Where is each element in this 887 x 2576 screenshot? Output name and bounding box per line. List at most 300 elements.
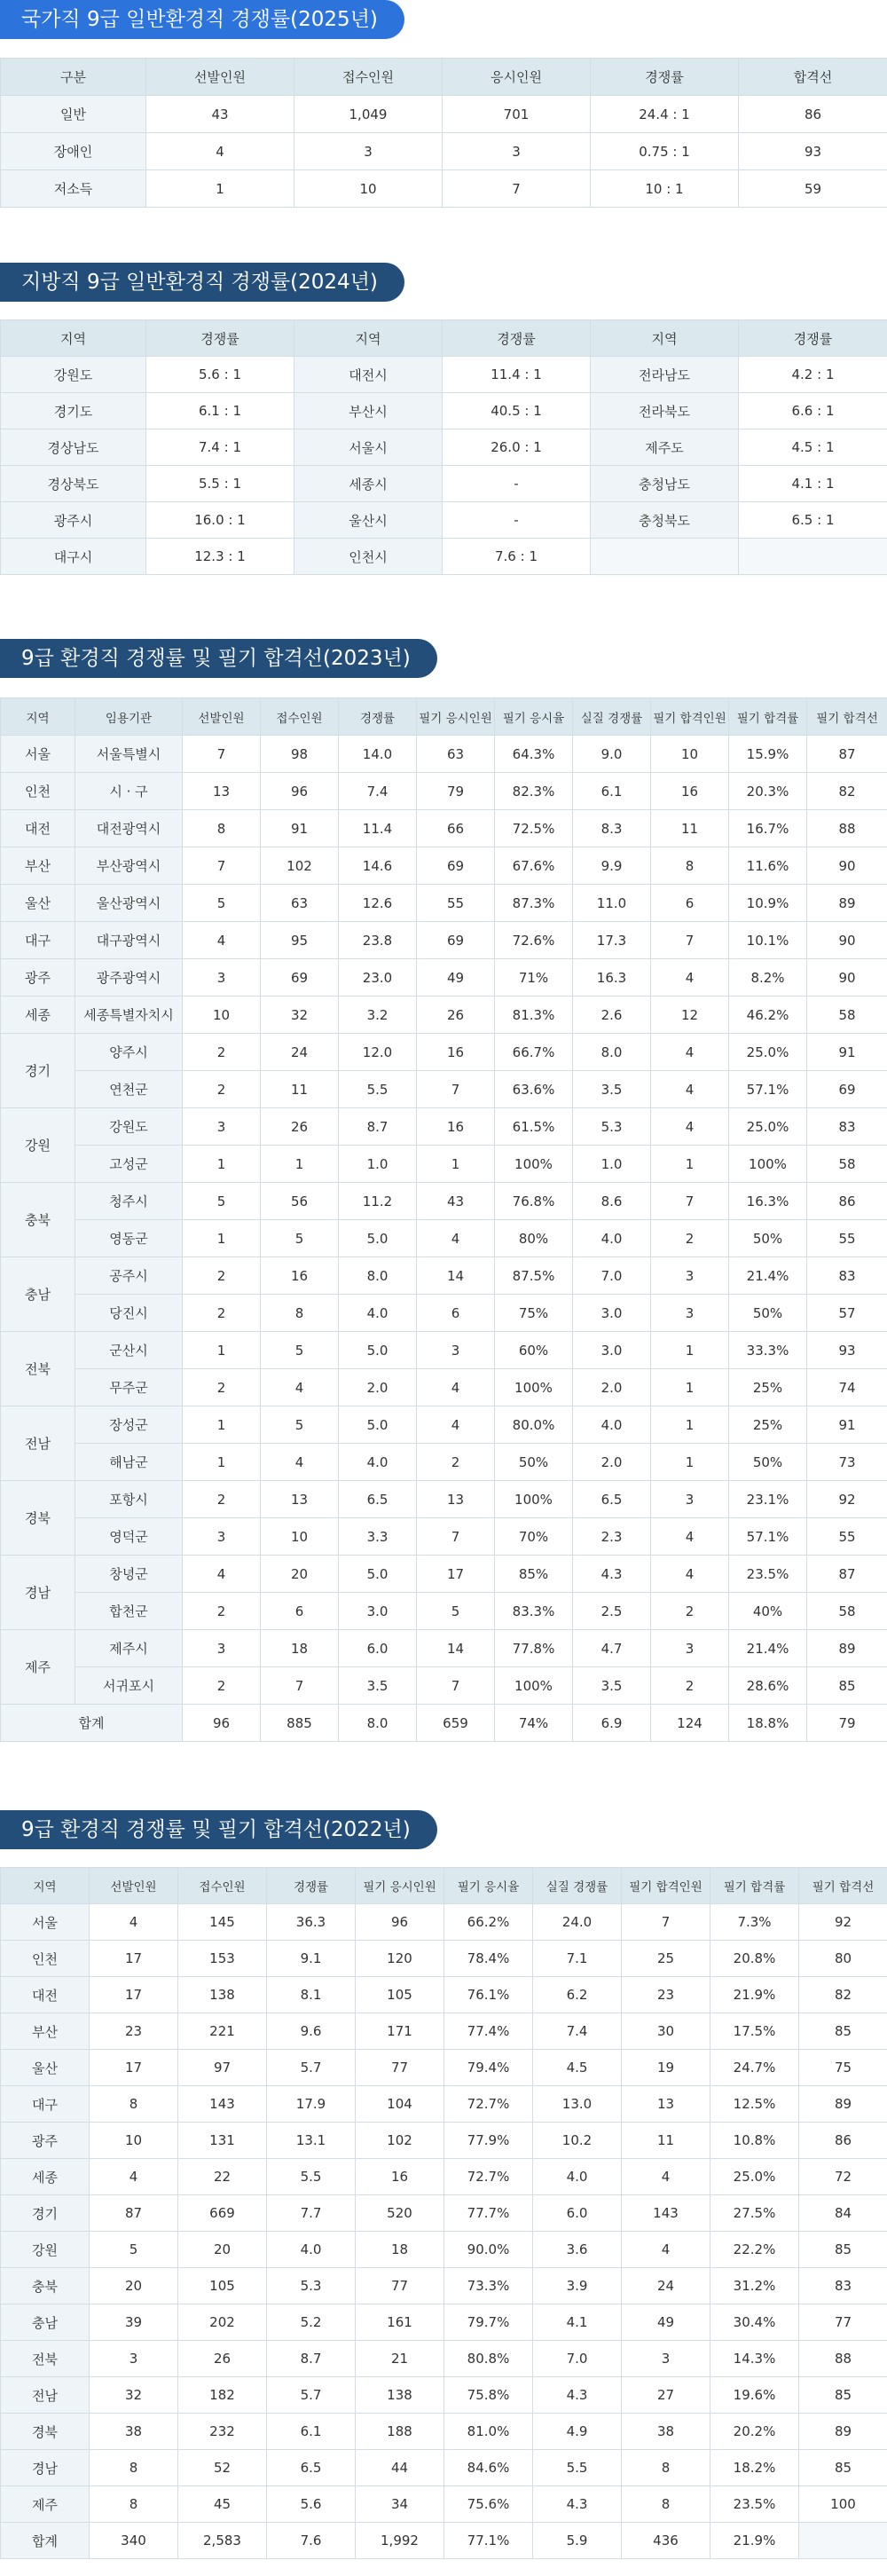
table-cell: 90	[807, 959, 887, 997]
table-cell: 92	[799, 1904, 887, 1941]
table-cell: 11	[261, 1071, 339, 1108]
table-cell: 100%	[495, 1481, 573, 1518]
region-cell: 세종	[1, 997, 75, 1034]
table-cell: 2	[183, 1667, 261, 1705]
table-cell: 세종시	[294, 466, 443, 502]
table-cell: 520	[356, 2195, 444, 2232]
column-header: 합격선	[739, 59, 887, 96]
table-cell: 24.4 : 1	[591, 96, 739, 133]
table-cell: 8	[90, 2450, 178, 2486]
table-cell: 10 : 1	[591, 170, 739, 208]
table-row	[1, 1146, 887, 1183]
table-cell: 80.8%	[444, 2341, 533, 2377]
table-cell: 3.0	[339, 1593, 417, 1630]
table-cell: 3	[90, 2341, 178, 2377]
table-cell: 경상남도	[1, 429, 146, 466]
table-cell: 5	[261, 1220, 339, 1257]
table-cell: 67.6%	[495, 847, 573, 885]
table-cell: 182	[178, 2377, 267, 2414]
table-cell: 25%	[729, 1369, 807, 1406]
table-cell: 11.4	[339, 810, 417, 847]
table-cell: 전라북도	[591, 393, 739, 429]
table-cell: 659	[417, 1705, 495, 1742]
column-header: 실질 경쟁률	[533, 1868, 622, 1904]
table-cell: 20	[178, 2232, 267, 2268]
table-cell: 충남	[1, 2304, 90, 2341]
table-cell: 72.7%	[444, 2159, 533, 2195]
table-cell: -	[443, 502, 591, 539]
table-cell: 대구시	[1, 539, 146, 575]
table-cell: 7.4 : 1	[146, 429, 294, 466]
column-header: 필기 응시인원	[356, 1868, 444, 1904]
table-cell: 26	[417, 997, 495, 1034]
table-cell: 17	[90, 1977, 178, 2013]
column-header: 필기 응시율	[495, 698, 573, 736]
table-cell: 강원도	[75, 1108, 183, 1146]
table-row	[1, 1977, 887, 2013]
table-cell: 23.5%	[729, 1556, 807, 1593]
table-cell: 74%	[495, 1705, 573, 1742]
table-cell: 경북	[1, 2414, 90, 2450]
table-cell: 82	[799, 1977, 887, 2013]
table-cell: 6.1 : 1	[146, 393, 294, 429]
table-cell: 5	[183, 1183, 261, 1220]
table-cell: 1	[651, 1146, 729, 1183]
table-cell: 79.4%	[444, 2050, 533, 2086]
table-cell: 90	[807, 847, 887, 885]
table-cell: 43	[417, 1183, 495, 1220]
table-cell: 3	[622, 2341, 710, 2377]
table-cell: 8.0	[339, 1705, 417, 1742]
table-cell: 전라남도	[591, 357, 739, 393]
table-cell: 96	[183, 1705, 261, 1742]
table-cell: 16	[356, 2159, 444, 2195]
table-cell: 4.2 : 1	[739, 357, 887, 393]
region-cell: 강원	[1, 1108, 75, 1183]
column-header: 지역	[1, 320, 146, 357]
table-cell: 청주시	[75, 1183, 183, 1220]
table-cell: 2	[183, 1369, 261, 1406]
table-row	[1, 170, 887, 208]
table-cell: 고성군	[75, 1146, 183, 1183]
table-cell: 4	[183, 922, 261, 959]
table-cell: 93	[807, 1332, 887, 1369]
table-cell: 38	[90, 2414, 178, 2450]
table-cell: 82.3%	[495, 773, 573, 810]
table-cell: 1,049	[294, 96, 443, 133]
table-cell: 18.8%	[729, 1705, 807, 1742]
table-row	[1, 1904, 887, 1941]
table-cell: 10	[183, 997, 261, 1034]
table-cell: 13.1	[267, 2123, 356, 2159]
table-cell: 83	[807, 1108, 887, 1146]
table-cell: 당진시	[75, 1295, 183, 1332]
table-cell: 영동군	[75, 1220, 183, 1257]
table-cell: 대전광역시	[75, 810, 183, 847]
table-cell: 4	[90, 1904, 178, 1941]
table-row	[1, 1667, 887, 1705]
table-row	[1, 429, 887, 466]
table-cell	[739, 539, 887, 575]
table-cell: 4	[183, 1556, 261, 1593]
table-cell: 131	[178, 2123, 267, 2159]
table-cell: 4.0	[573, 1220, 651, 1257]
table-cell: 2	[651, 1220, 729, 1257]
table-cell: 부산시	[294, 393, 443, 429]
table-cell: 17	[90, 1941, 178, 1977]
table-cell: 71%	[495, 959, 573, 997]
table-cell: 72	[799, 2159, 887, 2195]
table-cell: 120	[356, 1941, 444, 1977]
table-cell: 75%	[495, 1295, 573, 1332]
table-cell: 79	[807, 1705, 887, 1742]
table-cell: 일반	[1, 96, 146, 133]
table-cell: 7	[417, 1667, 495, 1705]
table-cell: 49	[622, 2304, 710, 2341]
table-cell: 4	[417, 1220, 495, 1257]
table-cell: 12.3 : 1	[146, 539, 294, 575]
table-cell: 6.1	[573, 773, 651, 810]
table-cell: 5.5	[267, 2159, 356, 2195]
table-cell: 3	[183, 1518, 261, 1556]
table-cell: 17	[417, 1556, 495, 1593]
table-cell: 8	[90, 2486, 178, 2523]
table-cell: 17.3	[573, 922, 651, 959]
table-cell: 대전시	[294, 357, 443, 393]
table-cell: 6.6 : 1	[739, 393, 887, 429]
table-cell: 8.0	[573, 1034, 651, 1071]
table-cell: 광주광역시	[75, 959, 183, 997]
table-cell: 52	[178, 2450, 267, 2486]
table-cell: 8.2%	[729, 959, 807, 997]
table-cell: 8.1	[267, 1977, 356, 2013]
table-cell: 16.0 : 1	[146, 502, 294, 539]
table-cell: 16	[417, 1034, 495, 1071]
region-cell: 대전	[1, 810, 75, 847]
table-cell: 17.5%	[710, 2013, 799, 2050]
table-cell: 72.7%	[444, 2086, 533, 2123]
table-row	[1, 2123, 887, 2159]
table-cell: 6.0	[533, 2195, 622, 2232]
table-row	[1, 1369, 887, 1406]
table-cell: 87.5%	[495, 1257, 573, 1295]
table-cell: 23.8	[339, 922, 417, 959]
table-cell: 3.3	[339, 1518, 417, 1556]
table-2022	[0, 1867, 887, 2559]
table-cell: 4.1	[533, 2304, 622, 2341]
table-row	[1, 1332, 887, 1369]
table-cell: 7.4	[339, 773, 417, 810]
table-cell: 전북	[1, 2341, 90, 2377]
table-cell: 143	[178, 2086, 267, 2123]
table-cell: 60%	[495, 1332, 573, 1369]
table-cell: 80%	[495, 1220, 573, 1257]
table-cell: 5	[417, 1593, 495, 1630]
table-cell: 66	[417, 810, 495, 847]
table-cell: 32	[261, 997, 339, 1034]
table-cell: 3	[651, 1257, 729, 1295]
table-cell: 85	[799, 2013, 887, 2050]
table-cell: 6.9	[573, 1705, 651, 1742]
table-cell: 4	[651, 1108, 729, 1146]
table-cell: 1,992	[356, 2523, 444, 2559]
table-cell: 1	[146, 170, 294, 208]
table-cell: 12.6	[339, 885, 417, 922]
table-cell: 49	[417, 959, 495, 997]
table-cell: 5	[183, 885, 261, 922]
table-cell: 91	[807, 1406, 887, 1444]
table-cell: 56	[261, 1183, 339, 1220]
table-cell: 78.4%	[444, 1941, 533, 1977]
table-cell: 장성군	[75, 1406, 183, 1444]
table-cell: 24.0	[533, 1904, 622, 1941]
table-cell: 85	[807, 1667, 887, 1705]
table-cell: 16	[261, 1257, 339, 1295]
table-local-2024	[0, 319, 887, 575]
region-cell: 광주	[1, 959, 75, 997]
table-cell: 광주시	[1, 502, 146, 539]
table-cell: 83	[807, 1257, 887, 1295]
table-header-row	[1, 320, 887, 357]
table-row	[1, 1941, 887, 1977]
table-cell: 89	[799, 2414, 887, 2450]
table-cell: 저소득	[1, 170, 146, 208]
table-cell: 10.1%	[729, 922, 807, 959]
table-cell: 28.6%	[729, 1667, 807, 1705]
table-cell: 서귀포시	[75, 1667, 183, 1705]
table-cell: 4.5 : 1	[739, 429, 887, 466]
table-cell: 11.0	[573, 885, 651, 922]
region-cell: 인천	[1, 773, 75, 810]
table-cell: 61.5%	[495, 1108, 573, 1146]
table-cell: 7	[183, 736, 261, 773]
table-cell: 701	[443, 96, 591, 133]
table-cell: 6.2	[533, 1977, 622, 2013]
table-cell: 3	[183, 959, 261, 997]
table-cell: 16.7%	[729, 810, 807, 847]
table-cell: 12	[651, 997, 729, 1034]
table-cell: 27.5%	[710, 2195, 799, 2232]
table-cell: 영덕군	[75, 1518, 183, 1556]
table-cell: 부산	[1, 2013, 90, 2050]
table-cell: 95	[261, 922, 339, 959]
table-cell: 2.0	[573, 1369, 651, 1406]
table-cell: 75.6%	[444, 2486, 533, 2523]
total-label: 합계	[1, 1705, 183, 1742]
table-cell: 202	[178, 2304, 267, 2341]
table-cell: 4.0	[533, 2159, 622, 2195]
table-cell: 5.0	[339, 1332, 417, 1369]
table-cell: -	[443, 466, 591, 502]
column-header: 접수인원	[294, 59, 443, 96]
table-cell: 2.3	[573, 1518, 651, 1556]
table-cell: 69	[807, 1071, 887, 1108]
table-cell: 221	[178, 2013, 267, 2050]
table-cell: 4.3	[533, 2377, 622, 2414]
table-cell: 대전	[1, 1977, 90, 2013]
table-cell: 26	[261, 1108, 339, 1146]
table-cell: 76.8%	[495, 1183, 573, 1220]
column-header: 필기 합격률	[729, 698, 807, 736]
table-cell: 3	[443, 133, 591, 170]
table-cell: 제주시	[75, 1630, 183, 1667]
table-row	[1, 2050, 887, 2086]
table-cell: 2.6	[573, 997, 651, 1034]
table-cell: 7.0	[533, 2341, 622, 2377]
table-cell: 50%	[729, 1444, 807, 1481]
table-cell: 1	[651, 1332, 729, 1369]
table-cell: 30	[622, 2013, 710, 2050]
table-row	[1, 1593, 887, 1630]
table-cell: 80.0%	[495, 1406, 573, 1444]
table-cell: 4.7	[573, 1630, 651, 1667]
table-cell: 5.5	[533, 2450, 622, 2486]
table-cell: 4	[417, 1406, 495, 1444]
table-cell: 12.5%	[710, 2086, 799, 2123]
table-cell: 14	[417, 1630, 495, 1667]
table-cell: 25.0%	[729, 1034, 807, 1071]
table-row	[1, 1183, 887, 1220]
table-cell: 13	[622, 2086, 710, 2123]
column-header: 지역	[294, 320, 443, 357]
table-cell: 0.75 : 1	[591, 133, 739, 170]
table-row	[1, 847, 887, 885]
table-cell: 102	[261, 847, 339, 885]
column-header: 경쟁률	[739, 320, 887, 357]
table-cell: 90	[807, 922, 887, 959]
table-cell: 7	[261, 1667, 339, 1705]
table-cell: 경남	[1, 2450, 90, 2486]
table-row	[1, 357, 887, 393]
table-cell: 2.0	[339, 1369, 417, 1406]
table-cell: 66.2%	[444, 1904, 533, 1941]
table-row	[1, 1295, 887, 1332]
column-header: 필기 응시율	[444, 1868, 533, 1904]
table-cell: 24	[622, 2268, 710, 2304]
table-cell: 6.1	[267, 2414, 356, 2450]
table-cell: 89	[807, 1630, 887, 1667]
table-cell: 1	[183, 1146, 261, 1183]
table-cell: 10	[294, 170, 443, 208]
table-cell: 4.0	[339, 1444, 417, 1481]
table-cell: 9.0	[573, 736, 651, 773]
region-cell: 전남	[1, 1406, 75, 1481]
table-cell: 3.6	[533, 2232, 622, 2268]
table-cell: 46.2%	[729, 997, 807, 1034]
table-cell: 경상북도	[1, 466, 146, 502]
table-row	[1, 539, 887, 575]
table-cell: 153	[178, 1941, 267, 1977]
table-cell: 171	[356, 2013, 444, 2050]
table-cell: 10.9%	[729, 885, 807, 922]
table-cell: 5.6	[267, 2486, 356, 2523]
table-cell: 4	[622, 2159, 710, 2195]
table-cell: 7.4	[533, 2013, 622, 2050]
table-cell: 76.1%	[444, 1977, 533, 2013]
table-cell: 6.0	[339, 1630, 417, 1667]
table-cell: 30.4%	[710, 2304, 799, 2341]
table-cell: 40.5 : 1	[443, 393, 591, 429]
table-cell: 1	[183, 1332, 261, 1369]
table-header-row	[1, 59, 887, 96]
table-cell: 서울특별시	[75, 736, 183, 773]
table-cell: 55	[807, 1220, 887, 1257]
table-cell: 3.9	[533, 2268, 622, 2304]
table-row	[1, 2414, 887, 2450]
table-row	[1, 922, 887, 959]
table-cell: 9.1	[267, 1941, 356, 1977]
table-cell: 84	[799, 2195, 887, 2232]
table-cell: 23	[90, 2013, 178, 2050]
table-cell: 2	[183, 1071, 261, 1108]
table-cell: 90.0%	[444, 2232, 533, 2268]
column-header: 경쟁률	[339, 698, 417, 736]
table-row	[1, 2450, 887, 2486]
table-cell: 8	[183, 810, 261, 847]
table-cell: 436	[622, 2523, 710, 2559]
table-cell: 80	[799, 1941, 887, 1977]
region-cell: 경기	[1, 1034, 75, 1108]
table-cell: 제주	[1, 2486, 90, 2523]
table-cell: 2	[183, 1593, 261, 1630]
table-cell: 66.7%	[495, 1034, 573, 1071]
table-cell: 25	[622, 1941, 710, 1977]
table-cell: 5.3	[573, 1108, 651, 1146]
table-cell: 20	[90, 2268, 178, 2304]
table-cell: 102	[356, 2123, 444, 2159]
table-row	[1, 1406, 887, 1444]
table-cell: 63	[417, 736, 495, 773]
table-cell: 16	[651, 773, 729, 810]
table-cell	[799, 2523, 887, 2559]
table-cell: 합계	[1, 2523, 90, 2559]
table-row	[1, 773, 887, 810]
table-cell: 40%	[729, 1593, 807, 1630]
table-cell: 13.0	[533, 2086, 622, 2123]
table-cell: 75.8%	[444, 2377, 533, 2414]
table-cell: 25.0%	[710, 2159, 799, 2195]
table-cell: 5.0	[339, 1406, 417, 1444]
table-row	[1, 1034, 887, 1071]
table-cell	[591, 539, 739, 575]
table-cell: 충청북도	[591, 502, 739, 539]
table-cell: 75	[799, 2050, 887, 2086]
table-row	[1, 997, 887, 1034]
table-cell: 20.2%	[710, 2414, 799, 2450]
table-cell: 세종특별자치시	[75, 997, 183, 1034]
table-cell: 45	[178, 2486, 267, 2523]
table-cell: 인천	[1, 1941, 90, 1977]
table-cell: 77	[799, 2304, 887, 2341]
section-title: 국가직 9급 일반환경직 경쟁률(2025년)	[0, 0, 404, 39]
table-cell: 강원	[1, 2232, 90, 2268]
table-cell: 4	[90, 2159, 178, 2195]
table-cell: 143	[622, 2195, 710, 2232]
table-row	[1, 2195, 887, 2232]
table-cell: 100%	[495, 1369, 573, 1406]
table-cell: 81.3%	[495, 997, 573, 1034]
table-cell: 강원도	[1, 357, 146, 393]
table-cell: 97	[178, 2050, 267, 2086]
table-cell: 경기도	[1, 393, 146, 429]
table-cell: 87	[90, 2195, 178, 2232]
table-cell: 4.3	[533, 2486, 622, 2523]
table-cell: 86	[739, 96, 887, 133]
table-cell: 105	[356, 1977, 444, 2013]
table-cell: 11	[622, 2123, 710, 2159]
table-row	[1, 466, 887, 502]
table-cell: 3.5	[573, 1071, 651, 1108]
